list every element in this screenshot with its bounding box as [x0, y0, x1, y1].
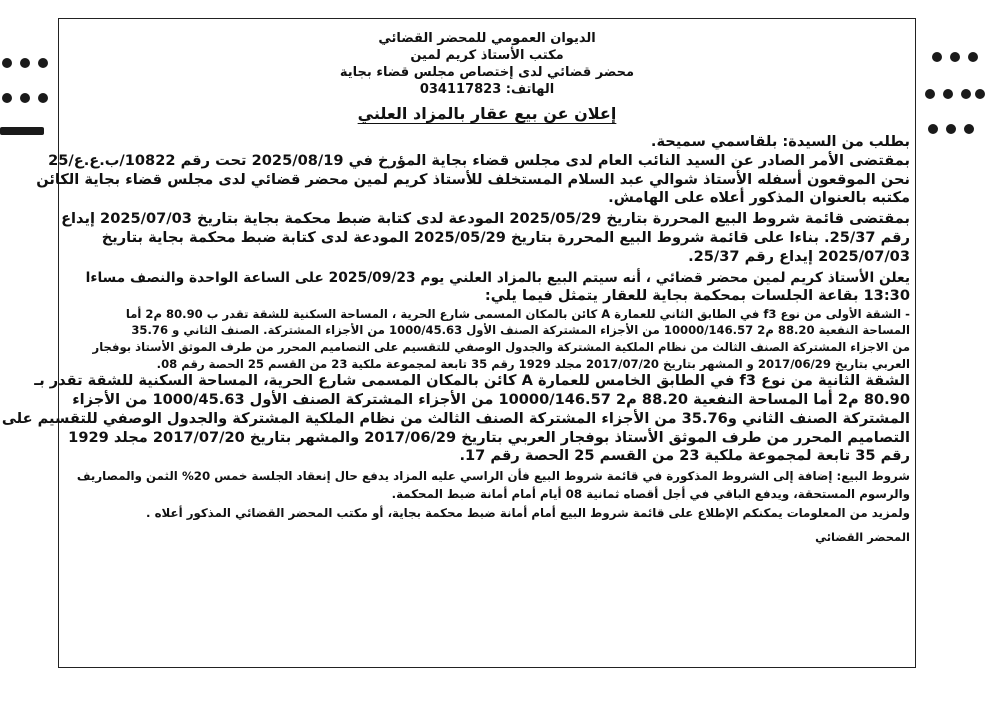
body-line: 2025/07/03 إيداع رقم 25/37.	[688, 247, 910, 265]
apartment-2-line: التصاميم المحرر من طرف الموثق الأستاذ بوفجار العربي بتاريخ 2017/06/29 والمشهر بتاريخ 2017/07/20 مجلد 1929	[68, 428, 910, 446]
body-line: رقم 25/37. بناءا على قائمة شروط البيع المحررة بتاريخ 2025/05/29 المودعة لدى كتابة ضبط محكمة بجاية بتاريخ	[101, 228, 910, 246]
sale-conditions-line: والرسوم المستحقة، ويدفع الباقي في أجل أقصاه ثمانية 08 أيام أمام أمانة ضبط المحكمة.	[391, 486, 910, 501]
apartment-1-line: المساحة النفعية 88.20 م2 10000/146.57 من الأجزاء المشتركة الصنف الأول 1000/45.63 من الأجزاء المشتركة. الصنف الثاني و 35.76	[131, 323, 910, 338]
apartment-1-line: العربي بتاريخ 2017/06/29 و المشهر بتاريخ 2017/07/20 مجلد 1929 رقم 35 تابعة لمجموعة ملكية 23 من القسم 25 الحصة رقم 08.	[156, 356, 910, 371]
apartment-1-line: من الاجزاء المشتركة الصنف الثالث من نظام الملكية المشتركة والجدول الوصفي للتقسيم على التصاميم المحرر من طرف الموثق الأستاذ بوفجار	[92, 339, 910, 354]
auction-notice	[1, 30, 910, 666]
notice-body	[1, 133, 910, 522]
apartment-2-line: المشتركة الصنف الثاني و35.76 من الأجزاء المشتركة الصنف الثالث من نظام الملكية المشتركة والجدول الوصفي للتقسيم على	[1, 409, 910, 427]
phone-number: الهاتف: 034117823	[419, 82, 555, 97]
body-line: بطلب من السيدة: بلقاسمي سميحة.	[650, 133, 910, 150]
apartment-2-line: الشقة الثانية من نوع f3 في الطابق الخامس للعمارة A كائن بالمكان المسمى شارع الحرية، المساحة السكنية للشقة تقدر بـ	[34, 372, 910, 390]
sale-conditions-line: شروط البيع: إضافة إلى الشروط المذكورة في قائمة شروط البيع فأن الراسي عليه المزاد يدفع حال إنعقاد الجلسة خمس 20% الثمن والمصاريف	[76, 469, 910, 484]
body-line: يعلن الأستاذ كريم لمين محضر قضائي ، أنه سيتم البيع بالمزاد العلني يوم 2025/09/23 على الساعة الواحدة والنصف مساءا	[85, 269, 910, 286]
body-line: بمقتضى قائمة شروط البيع المحررة بتاريخ 2025/05/29 المودعة لدى كتابة ضبط محكمة بجاية بتاريخ 2025/07/03 إيداع	[61, 210, 910, 228]
signature: المحضر القضائي	[815, 530, 910, 545]
bailiff-office: مكتب الأستاذ كريم لمين	[410, 48, 564, 63]
office-name: الديوان العمومي للمحضر القضائي	[378, 31, 596, 46]
body-line: 13:30 بقاعة الجلسات بمحكمة بجاية للعقار يتمثل فيما يلي:	[484, 286, 910, 304]
apartment-2-line: 80.90 م2 أما المساحة النفعية 88.20 م2 10000/146.57 من الأجزاء المشتركة الصنف الأول 1000/45.63 من الأجزاء	[72, 390, 910, 408]
jurisdiction: محضر قضائي لدى إختصاص مجلس قضاء بجاية	[339, 65, 635, 80]
apartment-1-line: - الشقة الأولى من نوع f3 في الطابق الثاني للعمارة A كائن بالمكان المسمى شارع الحرية ، المساحة السكنية للشقة تقدر ب 80.90 م2 أما	[125, 306, 910, 321]
body-line: نحن الموقعون أسفله الأستاذ شوالي عبد السلام المستخلف للأستاذ كريم لمين محضر قضائي لدى مجلس قضاء بجاية الكائن	[36, 170, 910, 188]
body-line: مكتبه بالعنوان المذكور أعلاه على الهامش.	[608, 189, 910, 207]
body-line: بمقتضى الأمر الصادر عن السيد النائب العام لدى مجلس قضاء بجاية المؤرخ في 2025/08/19 تحت رقم 10822/ب.ع.ع/25	[48, 151, 910, 169]
more-info-line: ولمزيد من المعلومات يمكنكم الإطلاع على قائمة شروط البيع أمام أمانة ضبط محكمة بجاية، أو مكتب المحضر القضائي المذكور أعلاه .	[146, 505, 910, 520]
apartment-2-line: رقم 35 تابعة لمجموعة ملكية 23 من القسم 25 الحصة رقم 17.	[459, 447, 910, 465]
letterhead	[64, 30, 910, 98]
notice-title: إعلان عن بيع عقار بالمزاد العلني	[357, 104, 617, 123]
